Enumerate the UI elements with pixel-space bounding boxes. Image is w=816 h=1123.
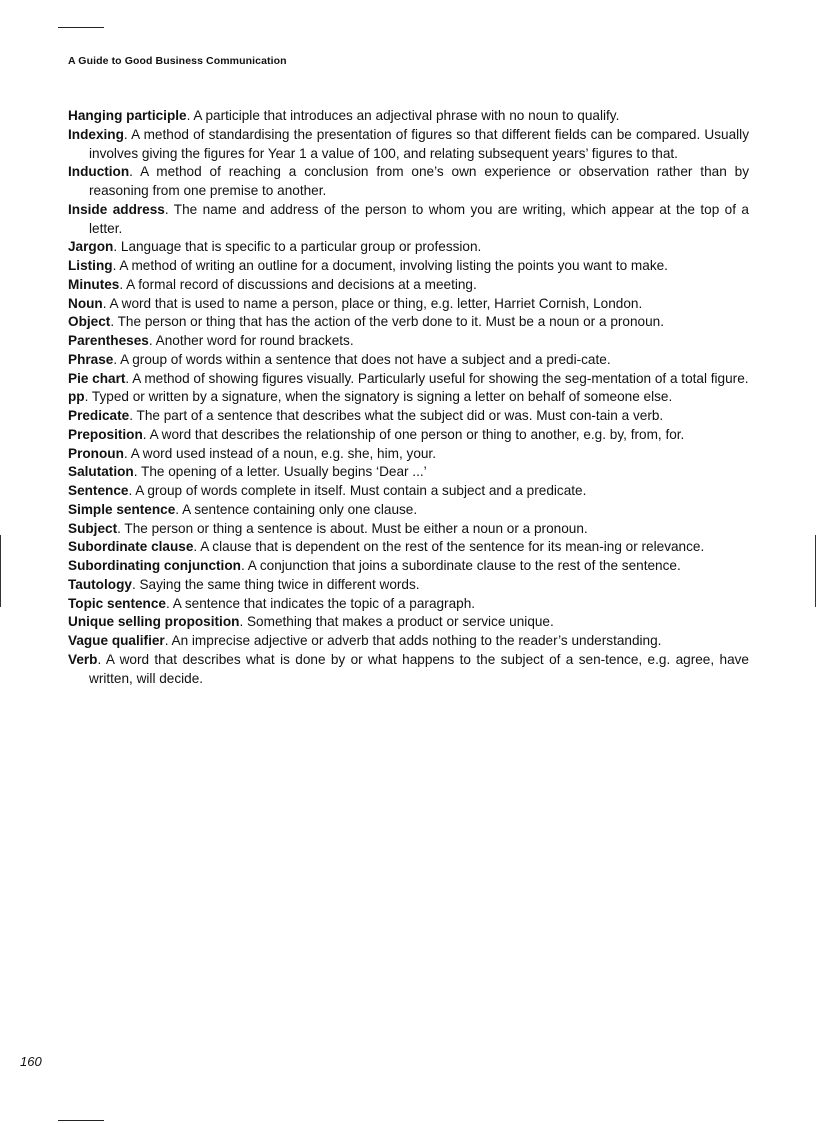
page-number: 160 [20,1054,42,1069]
glossary-entry [68,295,749,314]
glossary-term: Subject [68,520,118,536]
glossary-term: Topic sentence [68,595,166,611]
glossary-definition: . Typed or written by a signature, when the signatory is signing a letter on behalf of someone else. [84,389,673,405]
glossary-term: Phrase [68,351,114,367]
glossary-term: Inside address [68,201,165,217]
glossary-term: Induction [68,164,130,180]
glossary-term: Subordinate clause [68,539,194,555]
glossary-definition: . A method of standardising the presentation of figures so that different fields can be compared. Usually involves giving the figures for Year 1 a value of 100, and relating subsequent years’ figures to that. [89,126,749,161]
glossary-definition: . A participle that introduces an adjectival phrase with no noun to qualify. [186,108,620,123]
glossary-entry [68,351,749,370]
glossary-term: Subordinating conjunction [68,558,241,573]
glossary-definition: . A sentence that indicates the topic of a paragraph. [165,595,476,611]
glossary-term: Indexing [68,126,124,142]
glossary-term: Listing [68,258,113,273]
glossary-term: Unique selling proposition [68,614,240,630]
glossary-definition: . Something that makes a product or service unique. [239,614,554,630]
glossary-entry [68,557,749,576]
glossary-term: Minutes [68,276,120,292]
glossary-term: Simple sentence [68,501,176,517]
glossary-entry [68,501,749,520]
glossary-term: Noun [68,295,103,311]
glossary-entry [68,538,749,557]
glossary-definition: . A word that describes what is done by or what happens to the subject of a sen-tence, e.g. agree, have written, will decide. [89,651,749,686]
glossary-definition: . A group of words complete in itself. Must contain a subject and a predicate. [128,483,587,498]
glossary-entry [68,313,749,332]
glossary-term: Predicate [68,408,130,423]
glossary-entry [68,276,749,295]
glossary-term: Object [68,314,111,330]
glossary-definition: . A formal record of discussions and decisions at a meeting. [119,276,477,292]
glossary-definition: . A group of words within a sentence that does not have a subject and a predi-cate. [113,351,611,367]
glossary-definition: . A clause that is dependent on the rest of the sentence for its mean-ing or relevance. [193,539,705,555]
glossary-term: Vague qualifier [68,633,165,648]
glossary-definition: . A method of writing an outline for a document, involving listing the points you want to make. [112,258,668,273]
registration-mark-left [0,535,1,607]
glossary-definition: . The part of a sentence that describes what the subject did or was. Must con-tain a verb. [129,408,664,423]
glossary-list [68,107,749,688]
glossary-entry [68,126,749,164]
glossary-definition: . A method of reaching a conclusion from one’s own experience or observation rather than by reasoning from one premise to another. [89,164,749,198]
glossary-entry [68,426,749,445]
glossary-entry [68,388,749,407]
crop-mark-bottom [58,1120,104,1121]
glossary-term: Sentence [68,483,129,498]
glossary-entry [68,370,749,389]
glossary-term: Parentheses [68,333,149,348]
glossary-entry [68,632,749,651]
glossary-entry [68,238,749,257]
glossary-term: Preposition [68,426,143,442]
glossary-definition: . The opening of a letter. Usually begins ‘Dear ...’ [133,464,427,480]
glossary-definition: . A word that describes the relationship of one person or thing to another, e.g. by, from, for. [142,426,685,442]
glossary-entry [68,332,749,351]
glossary-entry [68,201,749,239]
glossary-term: Verb [68,651,98,667]
glossary-term: Hanging participle [68,108,187,123]
glossary-definition: . A word that is used to name a person, place or thing, e.g. letter, Harriet Cornish, London. [102,295,643,311]
glossary-definition: . Saying the same thing twice in different words. [131,576,420,592]
glossary-definition: . A method of showing figures visually. Particularly useful for showing the seg-mentation of a total figure. [125,370,749,386]
glossary-term: Jargon [68,239,114,255]
glossary-definition: . The person or thing a sentence is about. Must be either a noun or a pronoun. [117,520,588,536]
glossary-term: Tautology [68,576,132,592]
crop-mark-top [58,27,104,28]
glossary-definition: . A word used instead of a noun, e.g. she, him, your. [123,445,436,461]
glossary-definition: . A conjunction that joins a subordinate clause to the rest of the sentence. [240,558,681,573]
glossary-entry [68,520,749,539]
glossary-entry [68,651,749,689]
glossary-definition: . The name and address of the person to whom you are writing, which appear at the top of a letter. [89,201,749,236]
glossary-definition: . A sentence containing only one clause. [175,501,418,517]
glossary-entry [68,445,749,464]
glossary-entry [68,482,749,501]
glossary-entry [68,595,749,614]
glossary-entry [68,576,749,595]
glossary-entry [68,257,749,276]
running-head: A Guide to Good Business Communication [68,55,287,67]
glossary-entry [68,163,749,201]
glossary-term: Pronoun [68,445,124,461]
glossary-entry [68,107,749,126]
glossary-entry [68,613,749,632]
glossary-term: Salutation [68,464,134,480]
glossary-definition: . Another word for round brackets. [148,333,354,348]
glossary-entry [68,407,749,426]
glossary-definition: . Language that is specific to a particular group or profession. [113,239,482,255]
glossary-term: Pie chart [68,370,126,386]
glossary-entry [68,463,749,482]
glossary-definition: . An imprecise adjective or adverb that adds nothing to the reader’s understanding. [164,633,662,648]
glossary-term: pp [68,389,85,405]
glossary-definition: . The person or thing that has the action of the verb done to it. Must be a noun or a pronoun. [110,314,664,330]
